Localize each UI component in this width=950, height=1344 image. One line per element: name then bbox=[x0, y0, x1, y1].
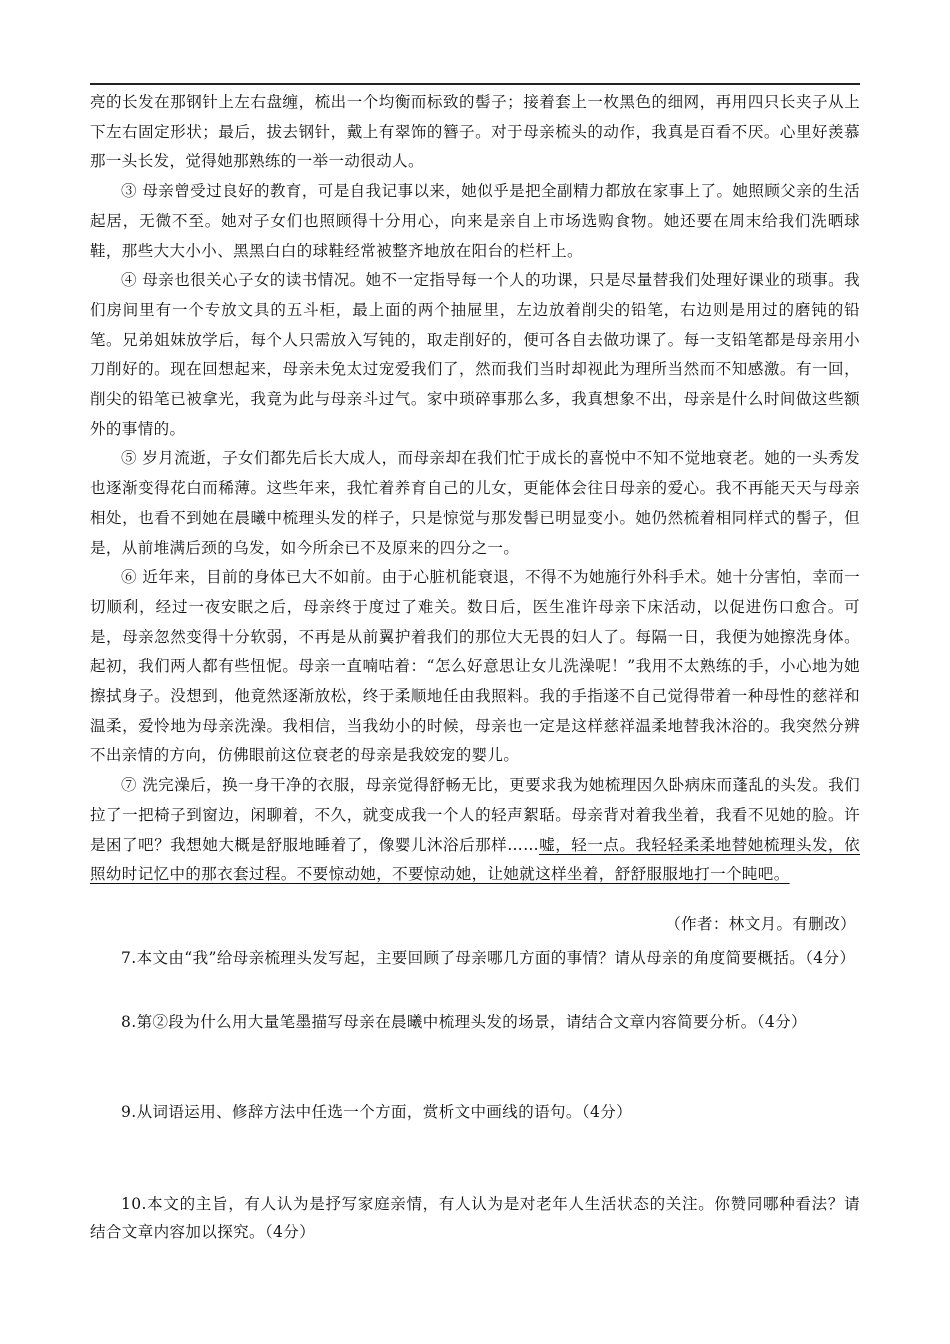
passage-paragraph-5: ⑤ 岁月流逝，子女们都先后长大成人，而母亲却在我们忙于成长的喜悦中不知不觉地衰老。她的一头秀发也逐渐变得花白而稀薄。这些年来，我忙着养育自己的儿女，更能体会往日母亲的爱心。我不再能天天与母亲相处，也看不到她在晨曦中梳理头发的样子，只是惊觉与那发髻已明显变小。她仍然梳着相同样式的髻子，但是，从前堆满后颈的乌发，如今所余已不及原来的四分之一。 bbox=[90, 449, 860, 557]
author-credit: （作者：林文月。有删改） bbox=[665, 914, 856, 933]
header-rule bbox=[90, 83, 860, 85]
question-9: 9.从词语运用、修辞方法中任选一个方面，赏析文中画线的语句。（4分） bbox=[121, 1102, 633, 1121]
question-8: 8.第②段为什么用大量笔墨描写母亲在晨曦中梳理头发的场景，请结合文章内容简要分析。（4分） bbox=[121, 1012, 807, 1031]
passage-paragraph-2-continued: 亮的长发在那钢针上左右盘缠，梳出一个均衡而标致的髻子；接着套上一枚黑色的细网，再用四只长夹子从上下左右固定形状；最后，拔去钢针，戴上有翠饰的簪子。对于母亲梳头的动作，我真是百看不厌。心里好羡慕那一头长发，觉得她那熟练的一举一动很动人。 bbox=[90, 93, 860, 171]
passage-paragraph-3: ③ 母亲曾受过良好的教育，可是自我记事以来，她似乎是把全副精力都放在家事上了。她照顾父亲的生活起居，无微不至。她对子女们也照顾得十分用心，向来是亲自上市场选购食物。她还要在周末给我们洗晒球鞋，那些大大小小、黑黑白白的球鞋经常被整齐地放在阳台的栏杆上。 bbox=[90, 182, 860, 260]
underlined-sentence: 嘘，轻一点。我轻轻柔柔地替她梳理头发，依照幼时记忆中的那衣套过程。不要惊动她，不要惊动她，让她就这样坐着，舒舒服服地打一个盹吧。 bbox=[90, 835, 860, 884]
passage-paragraph-6: ⑥ 近年来，目前的身体已大不如前。由于心脏机能衰退，不得不为她施行外科手术。她十分害怕，幸而一切顺利，经过一夜安眠之后，母亲终于度过了难关。数日后，医生准许母亲下床活动，以促进伤口愈合。可是，母亲忽然变得十分软弱，不再是从前翼护着我们的那位大无畏的妇人了。每隔一日，我便为她擦洗身体。起初，我们两人都有些忸怩。母亲一直喃咕着：“怎么好意思让女儿洗澡呢！”我用不太熟练的手，小心地为她擦拭身子。没想到，他竟然逐渐放松，终于柔顺地任由我照料。我的手指遂不自己觉得带着一种母性的慈祥和温柔，爱怜地为母亲洗澡。我相信，当我幼小的时候，母亲也一定是这样慈祥温柔地替我沐浴的。我突然分辨不出亲情的方向，仿佛眼前这位衰老的母亲是我姣宠的婴儿。 bbox=[90, 568, 860, 765]
question-7: 7.本文由“我”给母亲梳理头发写起，主要回顾了母亲哪几方面的事情？请从母亲的角度简要概括。（4分） bbox=[121, 948, 856, 967]
paragraph-7-text: ⑦ 洗完澡后，换一身干净的衣服，母亲觉得舒畅无比，更要求我为她梳理因久卧病床而蓬乱的头发。我们拉了一把椅子到窗边，闲聊着，不久，就变成我一个人的轻声絮聒。母亲背对着我坐着，我看不见她的脸。许是困了吧？我想她大概是舒服地睡着了，像婴儿沐浴后那样…… bbox=[90, 776, 860, 854]
passage-paragraph-4: ④ 母亲也很关心子女的读书情况。她不一定指导每一个人的功课，只是尽量替我们处理好课业的琐事。我们房间里有一个专放文具的五斗柜，最上面的两个抽屉里，左边放着削尖的铅笔，右边则是用过的磨钝的铅笔。兄弟姐妹放学后，每个人只需放入写钝的，取走削好的，便可各自去做功课了。每一支铅笔都是母亲用小刀削好的。现在回想起来，母亲未免太过宠爱我们了，然而我们当时却视此为理所当然而不知感激。有一回，削尖的铅笔已被拿光，我竟为此与母亲斗过气。家中琐碎事那么多，我真想象不出，母亲是什么时间做这些额外的事情的。 bbox=[90, 271, 860, 438]
question-10: 10.本文的主旨，有人认为是抒写家庭亲情，有人认为是对老年人生活状态的关注。你赞同哪种看法？请结合文章内容加以探究。（4分） bbox=[90, 1194, 860, 1241]
passage-paragraph-7 bbox=[90, 771, 860, 890]
page-content bbox=[90, 88, 860, 1246]
